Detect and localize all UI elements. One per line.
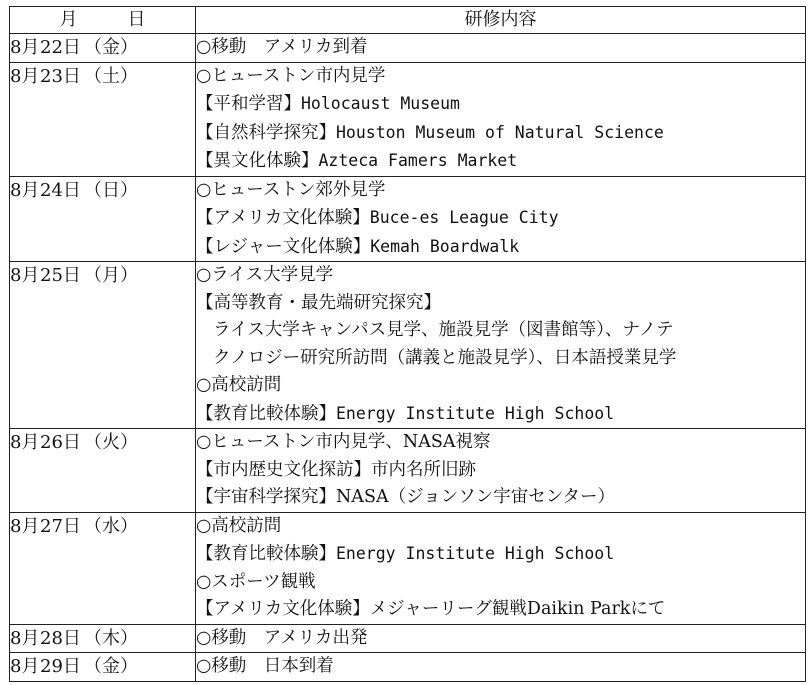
schedule-row <box>10 34 806 63</box>
date-month: 8月 <box>10 179 40 201</box>
content-cell <box>196 262 806 429</box>
content-line <box>196 119 805 148</box>
date-month: 8月 <box>10 37 40 58</box>
line-text: Holocaust Museum <box>301 94 460 113</box>
date-month: 8月 <box>10 265 40 286</box>
content-line <box>196 513 805 541</box>
date-month: 8月 <box>10 627 40 649</box>
line-text: クノロジー研究所訪問（講義と施設見学）、日本語授業見学 <box>213 347 677 368</box>
line-text: Buce-es League City <box>369 208 559 227</box>
line-text: Energy Institute High School <box>336 403 615 423</box>
date-month: 8月 <box>10 432 40 453</box>
date-day: 29日 <box>40 656 81 677</box>
line-text: ○移動 アメリカ到着 <box>196 37 368 57</box>
date-cell <box>10 34 196 63</box>
content-line <box>196 540 805 569</box>
schedule-row <box>10 624 806 653</box>
content-line <box>196 400 805 429</box>
content-cell <box>196 512 806 624</box>
line-text: 【宇宙科学探究】NASA（ジョンソン宇宙センター） <box>196 487 616 507</box>
date-day: 24日 <box>40 179 81 201</box>
date-cell <box>10 176 196 262</box>
content-cell <box>196 429 806 513</box>
date-weekday: （金） <box>84 656 138 677</box>
schedule-row <box>10 429 806 513</box>
line-text: ライス大学キャンパス見学、施設見学（図書館等）、ナノテ <box>213 320 674 340</box>
date-day: 22日 <box>40 37 81 58</box>
content-line <box>196 653 805 681</box>
category-label: 【アメリカ文化体験】 <box>196 208 370 228</box>
content-line <box>196 317 805 345</box>
content-line <box>196 34 805 62</box>
content-line <box>196 204 805 233</box>
schedule-body <box>10 34 806 682</box>
header-month: 月 <box>59 9 78 30</box>
header-day: 日 <box>127 9 146 30</box>
content-cell <box>196 62 806 176</box>
content-line <box>196 429 805 457</box>
line-text: 【高等教育・最先端研究探究】 <box>196 292 441 313</box>
date-weekday: （月） <box>84 265 138 286</box>
date-day: 28日 <box>40 627 81 649</box>
content-cell <box>196 34 806 63</box>
content-line <box>196 625 805 653</box>
line-text: ○スポーツ観戦 <box>196 571 316 592</box>
date-cell <box>10 512 196 624</box>
line-text: 【市内歴史文化探訪】市内名所旧跡 <box>196 459 476 480</box>
line-text: ○移動 日本到着 <box>196 656 334 676</box>
category-label: 【自然科学探究】 <box>196 122 336 143</box>
header-row <box>10 7 806 34</box>
schedule-row <box>10 262 806 429</box>
line-text: Kemah Boardwalk <box>370 236 520 256</box>
category-label: 【教育比較体験】 <box>196 403 336 424</box>
date-cell <box>10 62 196 176</box>
date-day: 27日 <box>40 515 81 537</box>
line-text: 【アメリカ文化体験】メジャーリーグ観戦Daikin Parkにて <box>196 599 666 619</box>
line-text: ○ヒューストン郊外見学 <box>196 179 386 200</box>
date-month: 8月 <box>10 656 40 677</box>
header-content: 研修内容 <box>196 7 806 34</box>
content-cell <box>196 653 806 682</box>
schedule-row <box>10 512 806 624</box>
date-day: 26日 <box>40 432 81 453</box>
schedule-table <box>9 6 806 682</box>
content-cell <box>196 176 806 262</box>
content-line <box>196 484 805 512</box>
line-text: Energy Institute High School <box>336 544 615 563</box>
line-text: ○ヒューストン市内見学、NASA視察 <box>196 432 491 452</box>
content-line <box>196 290 805 318</box>
content-line <box>196 345 805 373</box>
content-line <box>196 233 805 262</box>
date-cell <box>10 653 196 682</box>
content-line <box>196 177 805 205</box>
line-text: ○高校訪問 <box>196 375 282 395</box>
date-cell <box>10 624 196 653</box>
content-line <box>196 90 805 119</box>
date-weekday: （土） <box>84 65 138 87</box>
schedule-row <box>10 62 806 176</box>
date-weekday: （火） <box>84 432 138 453</box>
date-weekday: （日） <box>84 179 138 201</box>
date-cell <box>10 429 196 513</box>
date-cell <box>10 262 196 429</box>
content-cell <box>196 624 806 653</box>
date-weekday: （木） <box>84 627 138 649</box>
line-text: ○移動 アメリカ出発 <box>196 627 368 648</box>
date-month: 8月 <box>10 515 40 537</box>
line-text: ○ライス大学見学 <box>196 265 334 285</box>
category-label: 【レジャー文化体験】 <box>196 236 371 257</box>
schedule-row <box>10 176 806 262</box>
date-weekday: （金） <box>84 37 138 58</box>
header-date <box>10 7 196 34</box>
category-label: 【異文化体験】 <box>196 151 319 171</box>
line-text: Houston Museum of Natural Science <box>336 122 664 142</box>
line-text: Azteca Famers Market <box>318 151 518 170</box>
content-line <box>196 262 805 290</box>
date-day: 23日 <box>40 65 81 87</box>
category-label: 【平和学習】 <box>196 94 301 114</box>
content-line <box>196 457 805 485</box>
content-line <box>196 569 805 597</box>
content-line <box>196 372 805 400</box>
category-label: 【教育比較体験】 <box>196 544 336 564</box>
line-text: ○高校訪問 <box>196 515 282 536</box>
content-line <box>196 63 805 91</box>
date-weekday: （水） <box>84 515 138 537</box>
content-line <box>196 147 805 176</box>
date-day: 25日 <box>40 265 81 286</box>
schedule-row <box>10 653 806 682</box>
line-text: ○ヒューストン市内見学 <box>196 65 386 86</box>
content-line <box>196 596 805 624</box>
date-month: 8月 <box>10 65 40 87</box>
